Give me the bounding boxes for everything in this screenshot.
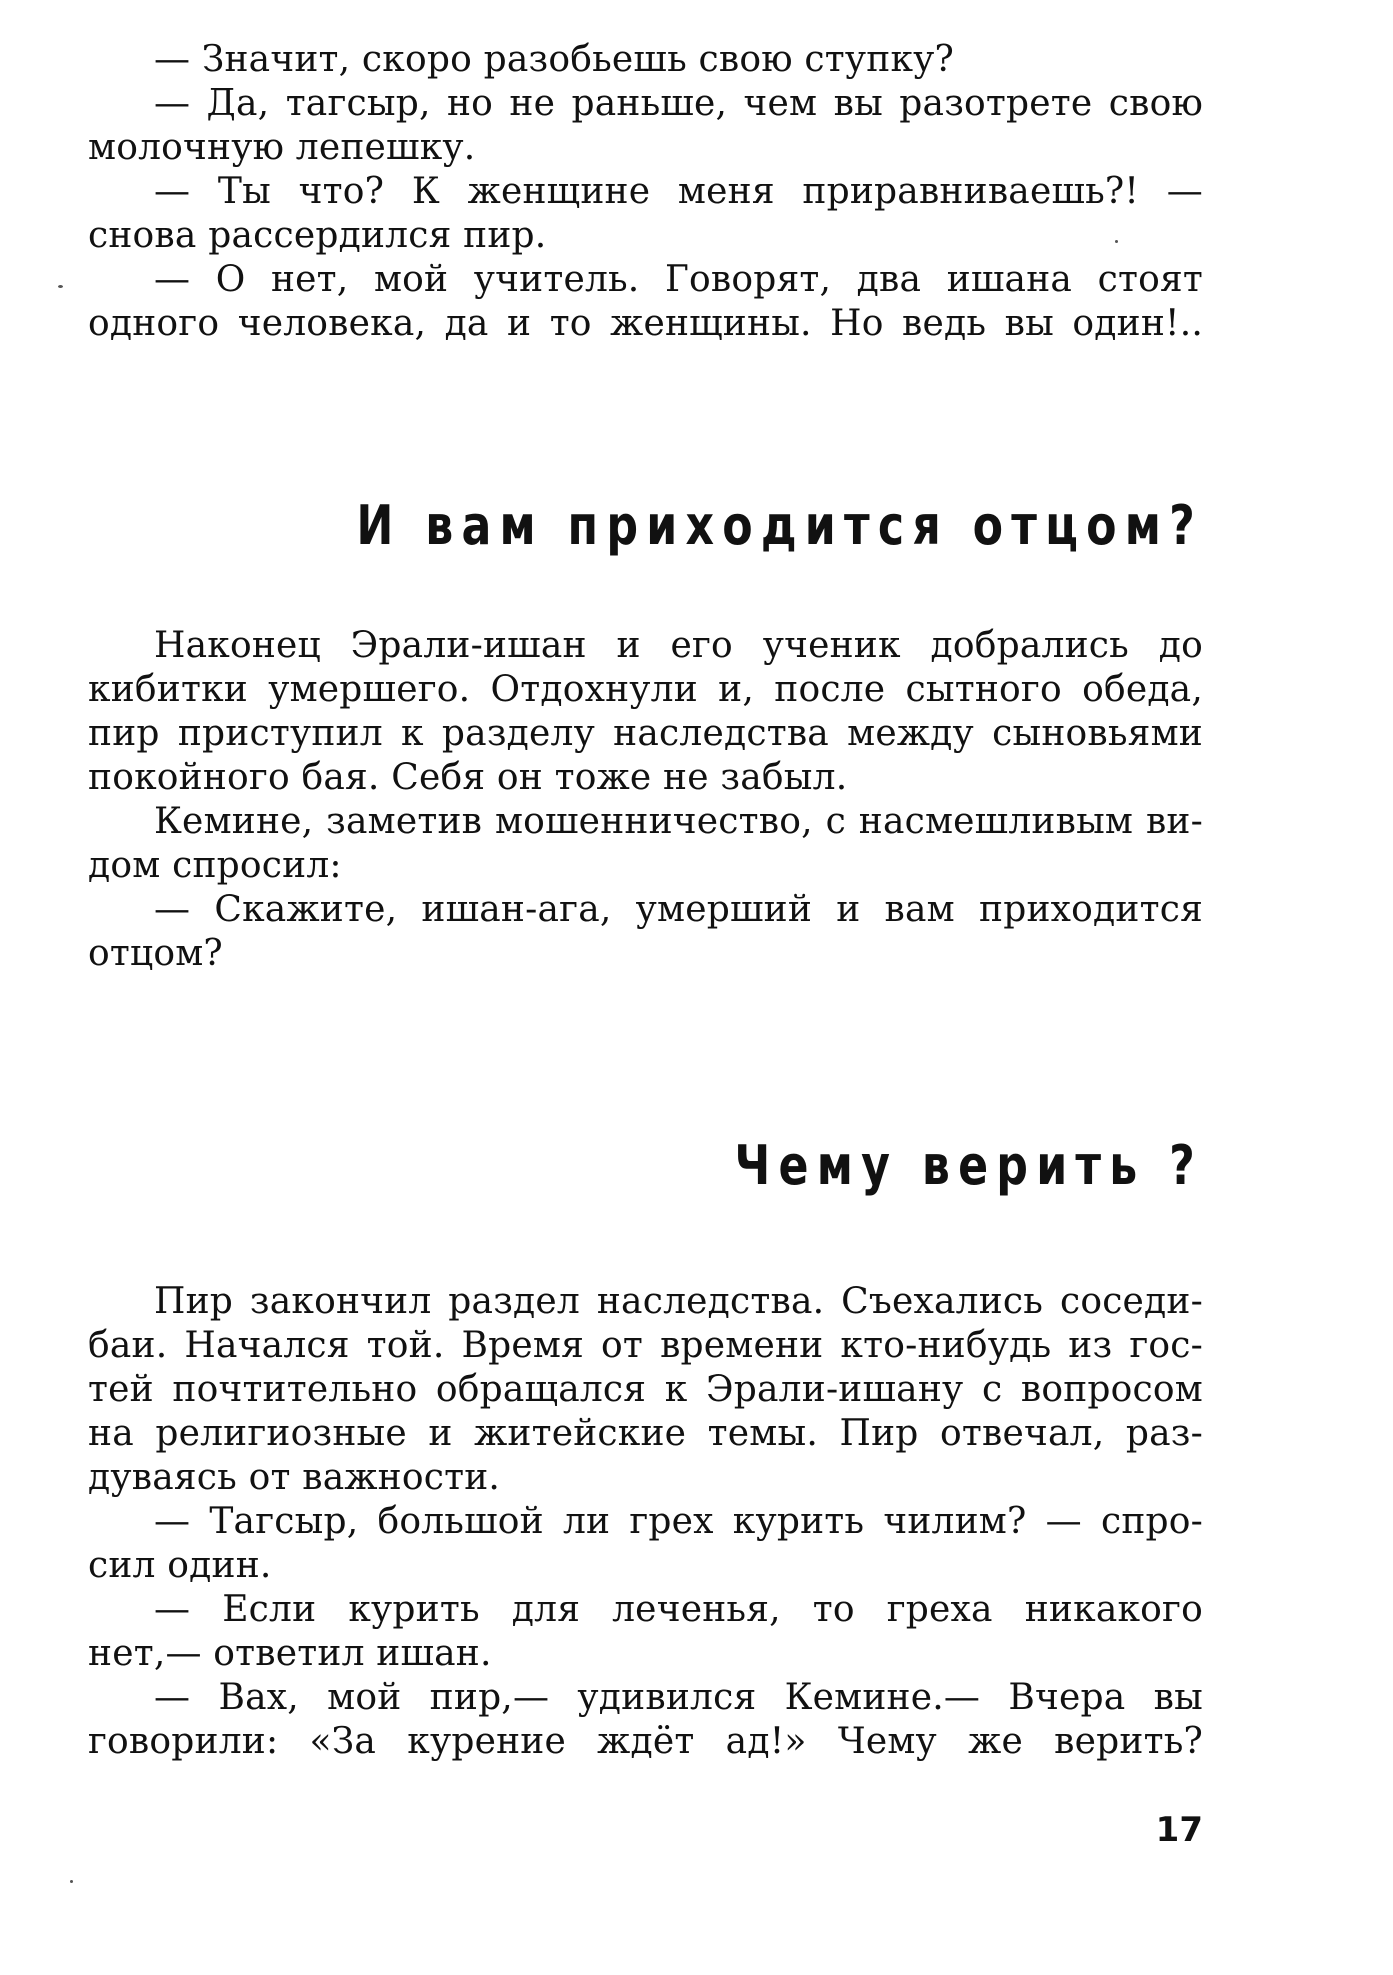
scan-speck [70, 1880, 73, 1883]
scan-speck [58, 285, 63, 288]
scan-speck [1115, 240, 1118, 243]
text-line: снова рассердился пир. [88, 215, 547, 256]
text-line: нет,— ответил ишан. [88, 1633, 492, 1674]
text-line: покойного бая. Себя он тоже не забыл. [88, 757, 848, 798]
text-line: — Тагсыр, большой ли грех курить чилим? — спро- [154, 1501, 1203, 1542]
text-line: — Значит, скоро разобьешь свою ступку? [154, 39, 955, 80]
section-3 [88, 1136, 1203, 1764]
text-line: — Скажите, ишан-ага, умерший и вам приходится [154, 889, 1203, 930]
text-line: говорили: «За курение ждёт ад!» Чему же верить? [88, 1721, 1203, 1762]
text-line: дом спросил: [88, 845, 342, 886]
text-line: тей почтительно обращался к Эрали-ишану с вопросом [88, 1369, 1203, 1410]
section-2 [88, 496, 1203, 976]
text-line: Наконец Эрали-ишан и его ученик добрались до [154, 625, 1203, 666]
text-line: баи. Начался той. Время от времени кто-нибудь из гос- [88, 1325, 1203, 1366]
text-line: сил один. [88, 1545, 272, 1586]
text-line: дуваясь от важности. [88, 1457, 501, 1498]
text-line: отцом? [88, 933, 223, 974]
text-line: — Да, тагсыр, но не раньше, чем вы разотрете свою [154, 83, 1203, 124]
text-line: — О нет, мой учитель. Говорят, два ишана стоят [154, 259, 1203, 300]
section-title: Чему верить ? [734, 1134, 1203, 1197]
section-title: И вам приходится отцом? [356, 494, 1204, 557]
text-line: на религиозные и житейские темы. Пир отвечал, раз- [88, 1413, 1203, 1454]
text-line: молочную лепешку. [88, 127, 476, 168]
text-line: пир приступил к разделу наследства между сыновьями [88, 713, 1203, 754]
text-line: — Ты что? К женщине меня приравниваешь?! — [154, 171, 1203, 212]
page-text [88, 38, 1203, 1764]
text-line: — Если курить для леченья, то греха никакого [154, 1589, 1203, 1630]
page-number: 17 [1155, 1810, 1203, 1850]
section-1 [88, 38, 1203, 346]
text-line: кибитки умершего. Отдохнули и, после сытного обеда, [88, 669, 1203, 710]
text-line: — Вах, мой пир,— удивился Кемине.— Вчера вы [154, 1677, 1203, 1718]
text-line: Пир закончил раздел наследства. Съехались соседи- [154, 1281, 1203, 1322]
text-line: Кемине, заметив мошенничество, с насмешливым ви- [154, 801, 1203, 842]
text-line: одного человека, да и то женщины. Но ведь вы один!.. [88, 303, 1203, 344]
